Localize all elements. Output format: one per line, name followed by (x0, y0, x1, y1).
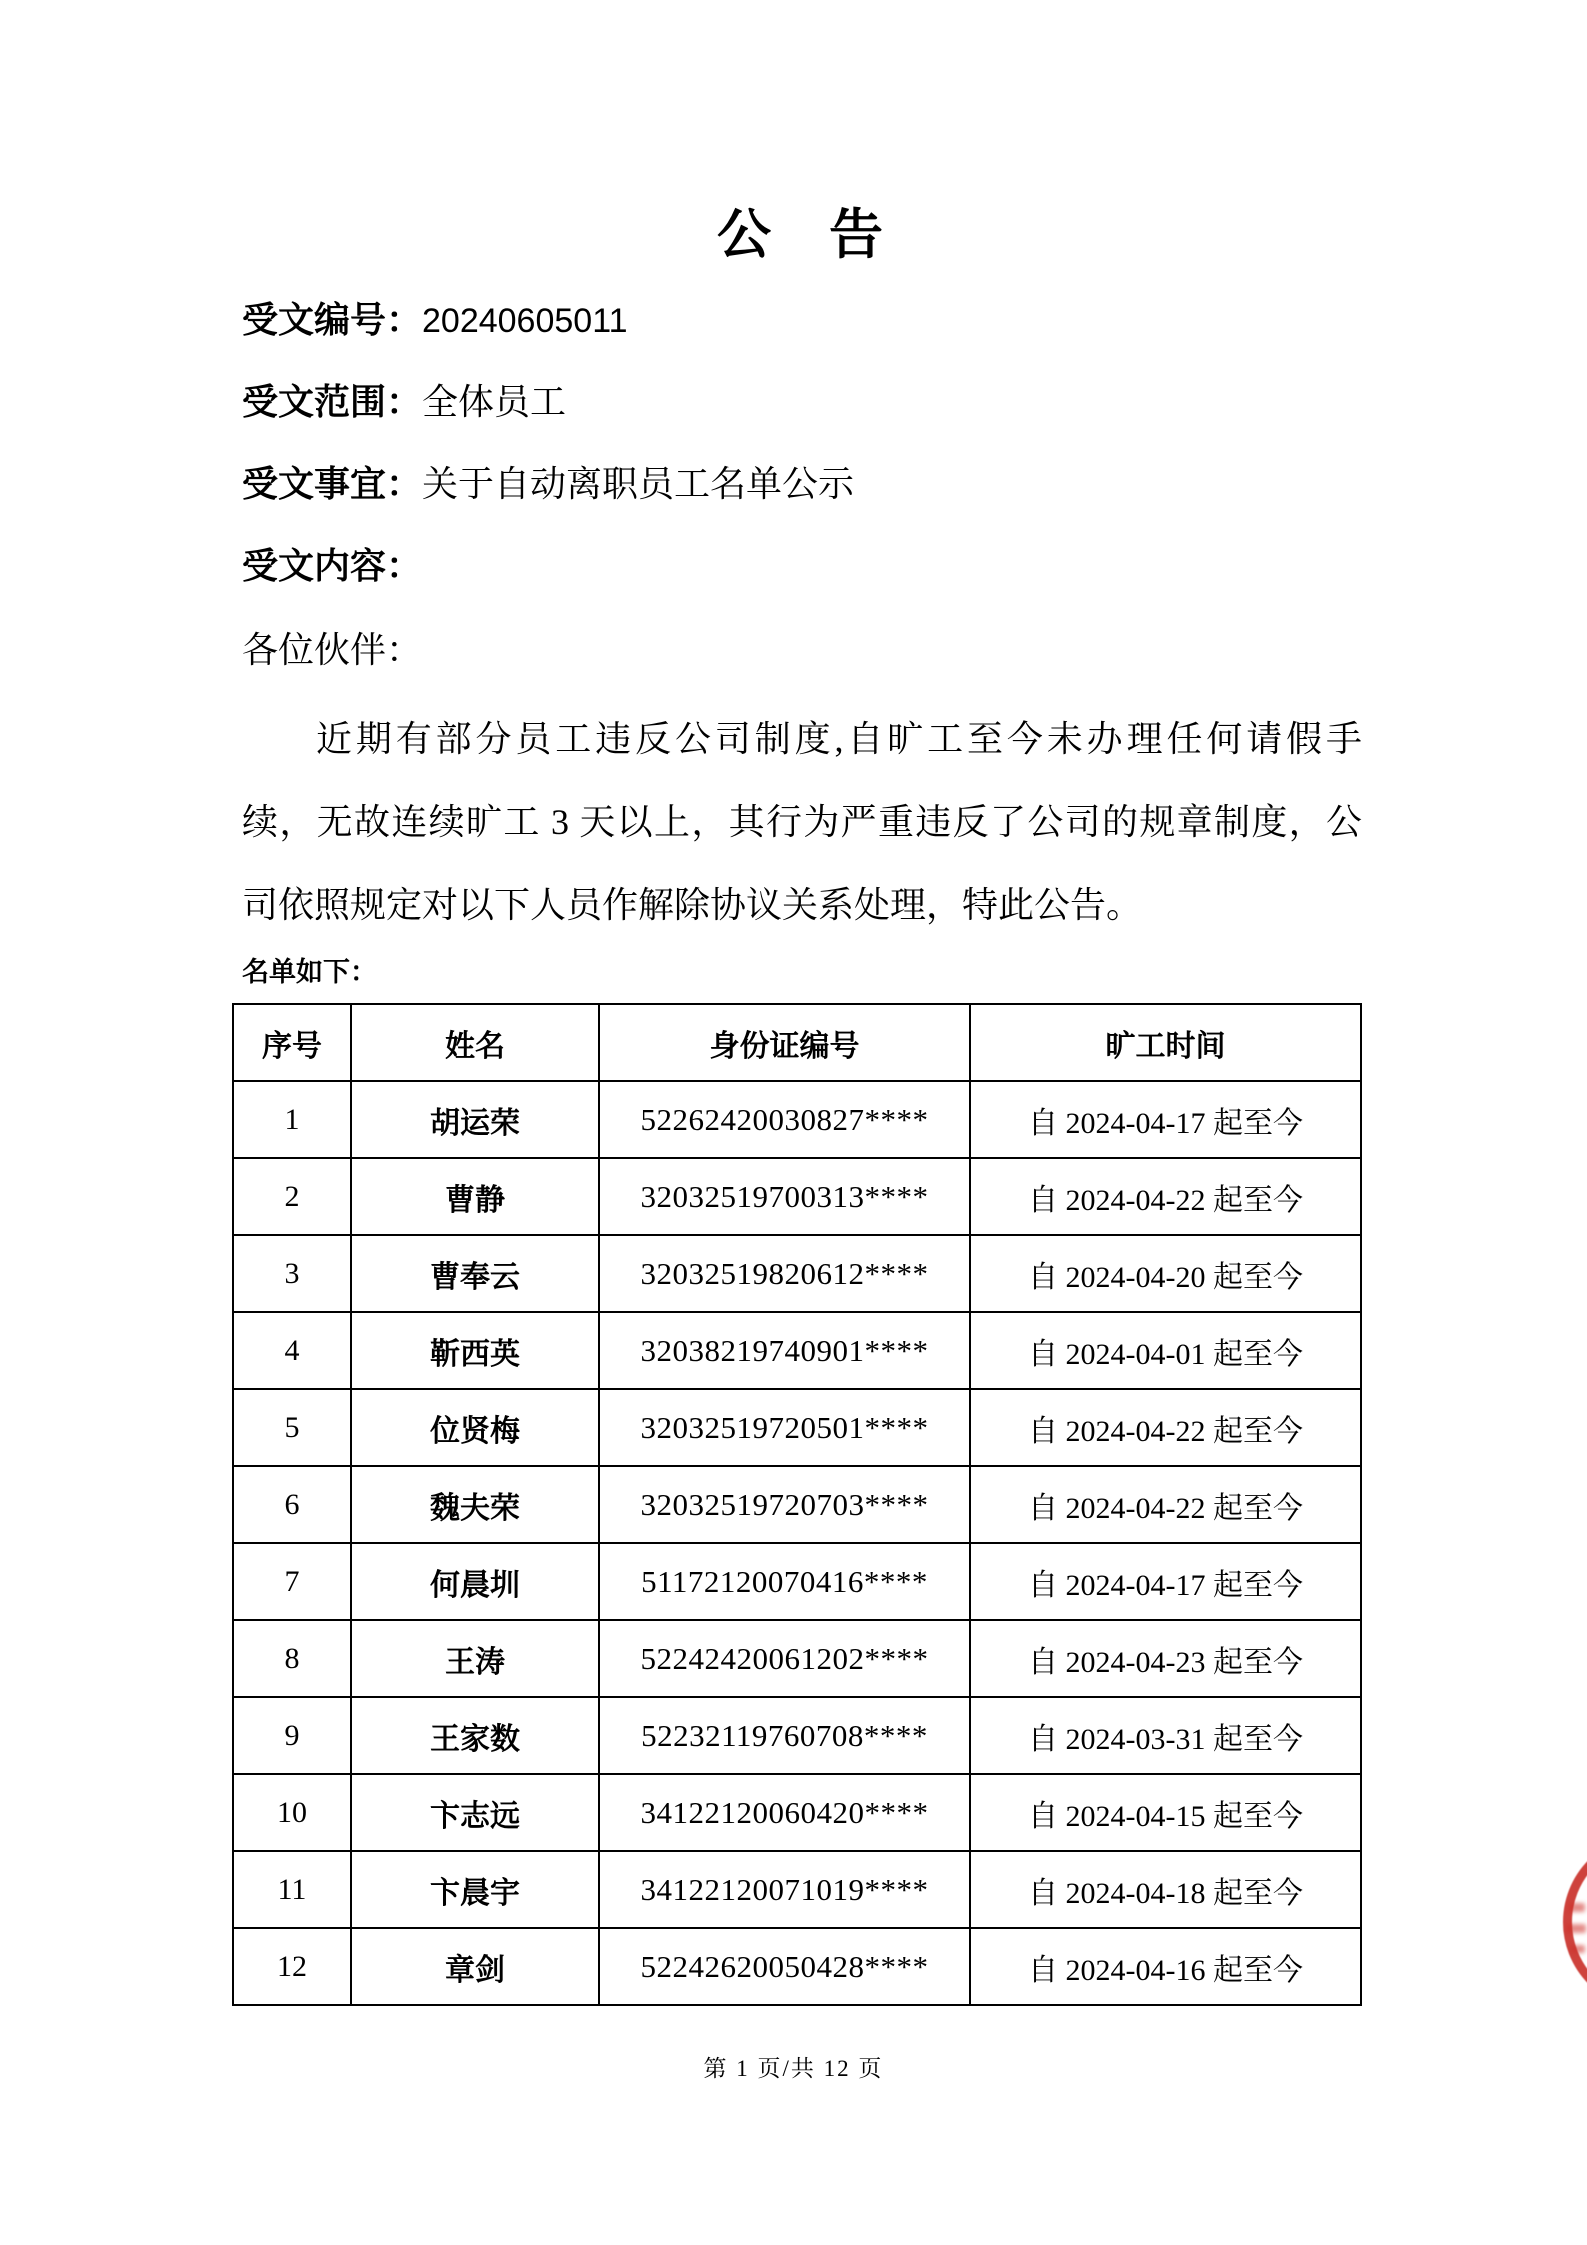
table-cell: 自 2024-04-20 起至今 (970, 1235, 1361, 1312)
table-cell: 自 2024-04-22 起至今 (970, 1158, 1361, 1235)
table-row (233, 1851, 1361, 1928)
table-cell: 靳西英 (351, 1312, 599, 1389)
table-cell: 魏夫荣 (351, 1466, 599, 1543)
table-row (233, 1312, 1361, 1389)
doc-subject-label: 受文事宜： (242, 464, 423, 504)
field-doc-content (242, 538, 422, 588)
doc-subject-value: 关于自动离职员工名单公示 (422, 464, 855, 504)
doc-number-label: 受文编号： (242, 300, 423, 340)
doc-number-value: 20240605011 (422, 302, 628, 340)
table-cell: 4 (233, 1312, 351, 1389)
table-cell: 7 (233, 1543, 351, 1620)
table-cell: 34122120071019**** (599, 1851, 970, 1928)
table-cell: 卞晨宇 (351, 1851, 599, 1928)
table-cell: 2 (233, 1158, 351, 1235)
field-doc-subject (242, 456, 854, 506)
table-cell: 32038219740901**** (599, 1312, 970, 1389)
header-id-number: 身份证编号 (599, 1004, 970, 1081)
body-paragraph (242, 698, 1362, 947)
table-body (233, 1081, 1361, 2005)
paragraph-line: 司依照规定对以下人员作解除协议关系处理，特此公告。 (242, 885, 1143, 925)
table-cell: 52242620050428**** (599, 1928, 970, 2005)
table-cell: 51172120070416**** (599, 1543, 970, 1620)
table-cell: 10 (233, 1774, 351, 1851)
header-index: 序号 (233, 1004, 351, 1081)
table-cell: 9 (233, 1697, 351, 1774)
table-cell: 章剑 (351, 1928, 599, 2005)
absentee-table (232, 1003, 1362, 2006)
table-cell: 曹静 (351, 1158, 599, 1235)
table-cell: 王涛 (351, 1620, 599, 1697)
table-cell: 自 2024-04-22 起至今 (970, 1389, 1361, 1466)
table-cell: 王家数 (351, 1697, 599, 1774)
table-header (233, 1004, 1361, 1081)
table-cell: 52242420061202**** (599, 1620, 970, 1697)
table-row (233, 1158, 1361, 1235)
table-cell: 34122120060420**** (599, 1774, 970, 1851)
table-row (233, 1774, 1361, 1851)
table-cell: 自 2024-04-01 起至今 (970, 1312, 1361, 1389)
table-cell: 52232119760708**** (599, 1697, 970, 1774)
table-cell: 12 (233, 1928, 351, 2005)
table-cell: 位贤梅 (351, 1389, 599, 1466)
seal-text-fragment (1569, 1903, 1585, 1912)
table-row (233, 1543, 1361, 1620)
paragraph-line: 续，无故连续旷工 3 天以上，其行为严重违反了公司的规章制度，公 (242, 802, 1362, 842)
table-cell: 自 2024-03-31 起至今 (970, 1697, 1361, 1774)
list-intro: 名单如下： (242, 957, 377, 987)
table-row (233, 1389, 1361, 1466)
table-cell: 1 (233, 1081, 351, 1158)
table-cell: 8 (233, 1620, 351, 1697)
table-row (233, 1928, 1361, 2005)
official-seal-icon (1563, 1834, 1587, 2010)
table-row (233, 1620, 1361, 1697)
table-cell: 自 2024-04-17 起至今 (970, 1543, 1361, 1620)
table-row (233, 1466, 1361, 1543)
header-name: 姓名 (351, 1004, 599, 1081)
table-cell: 32032519720703**** (599, 1466, 970, 1543)
doc-content-label: 受文内容： (242, 546, 423, 586)
table-cell: 32032519820612**** (599, 1235, 970, 1312)
header-absence-time: 旷工时间 (970, 1004, 1361, 1081)
table-cell: 32032519700313**** (599, 1158, 970, 1235)
table-cell: 52262420030827**** (599, 1081, 970, 1158)
table-cell: 自 2024-04-22 起至今 (970, 1466, 1361, 1543)
table-cell: 自 2024-04-15 起至今 (970, 1774, 1361, 1851)
table-row (233, 1081, 1361, 1158)
table-row (233, 1235, 1361, 1312)
page-title: 公 告 (717, 205, 885, 265)
doc-scope-label: 受文范围： (242, 382, 423, 422)
table-cell: 自 2024-04-17 起至今 (970, 1081, 1361, 1158)
table-cell: 32032519720501**** (599, 1389, 970, 1466)
table-cell: 6 (233, 1466, 351, 1543)
table-cell: 何晨圳 (351, 1543, 599, 1620)
table-row (233, 1697, 1361, 1774)
table-cell: 5 (233, 1389, 351, 1466)
page-number-footer: 第 1 页/共 12 页 (703, 2056, 884, 2081)
seal-text-fragment (1571, 1945, 1585, 1953)
table-cell: 3 (233, 1235, 351, 1312)
table-cell: 卞志远 (351, 1774, 599, 1851)
field-doc-number (242, 292, 628, 342)
paragraph-line: 近期有部分员工违反公司制度,自旷工至今未办理任何请假手 (316, 719, 1362, 759)
table-cell: 自 2024-04-18 起至今 (970, 1851, 1361, 1928)
table-cell: 自 2024-04-16 起至今 (970, 1928, 1361, 2005)
salutation: 各位伙伴： (242, 630, 423, 670)
seal-text-fragment (1566, 1924, 1586, 1933)
table-cell: 自 2024-04-23 起至今 (970, 1620, 1361, 1697)
field-doc-scope (242, 374, 566, 424)
doc-scope-value: 全体员工 (422, 382, 567, 422)
table-header-row (233, 1004, 1361, 1081)
table-cell: 曹奉云 (351, 1235, 599, 1312)
table-cell: 胡运荣 (351, 1081, 599, 1158)
table-cell: 11 (233, 1851, 351, 1928)
